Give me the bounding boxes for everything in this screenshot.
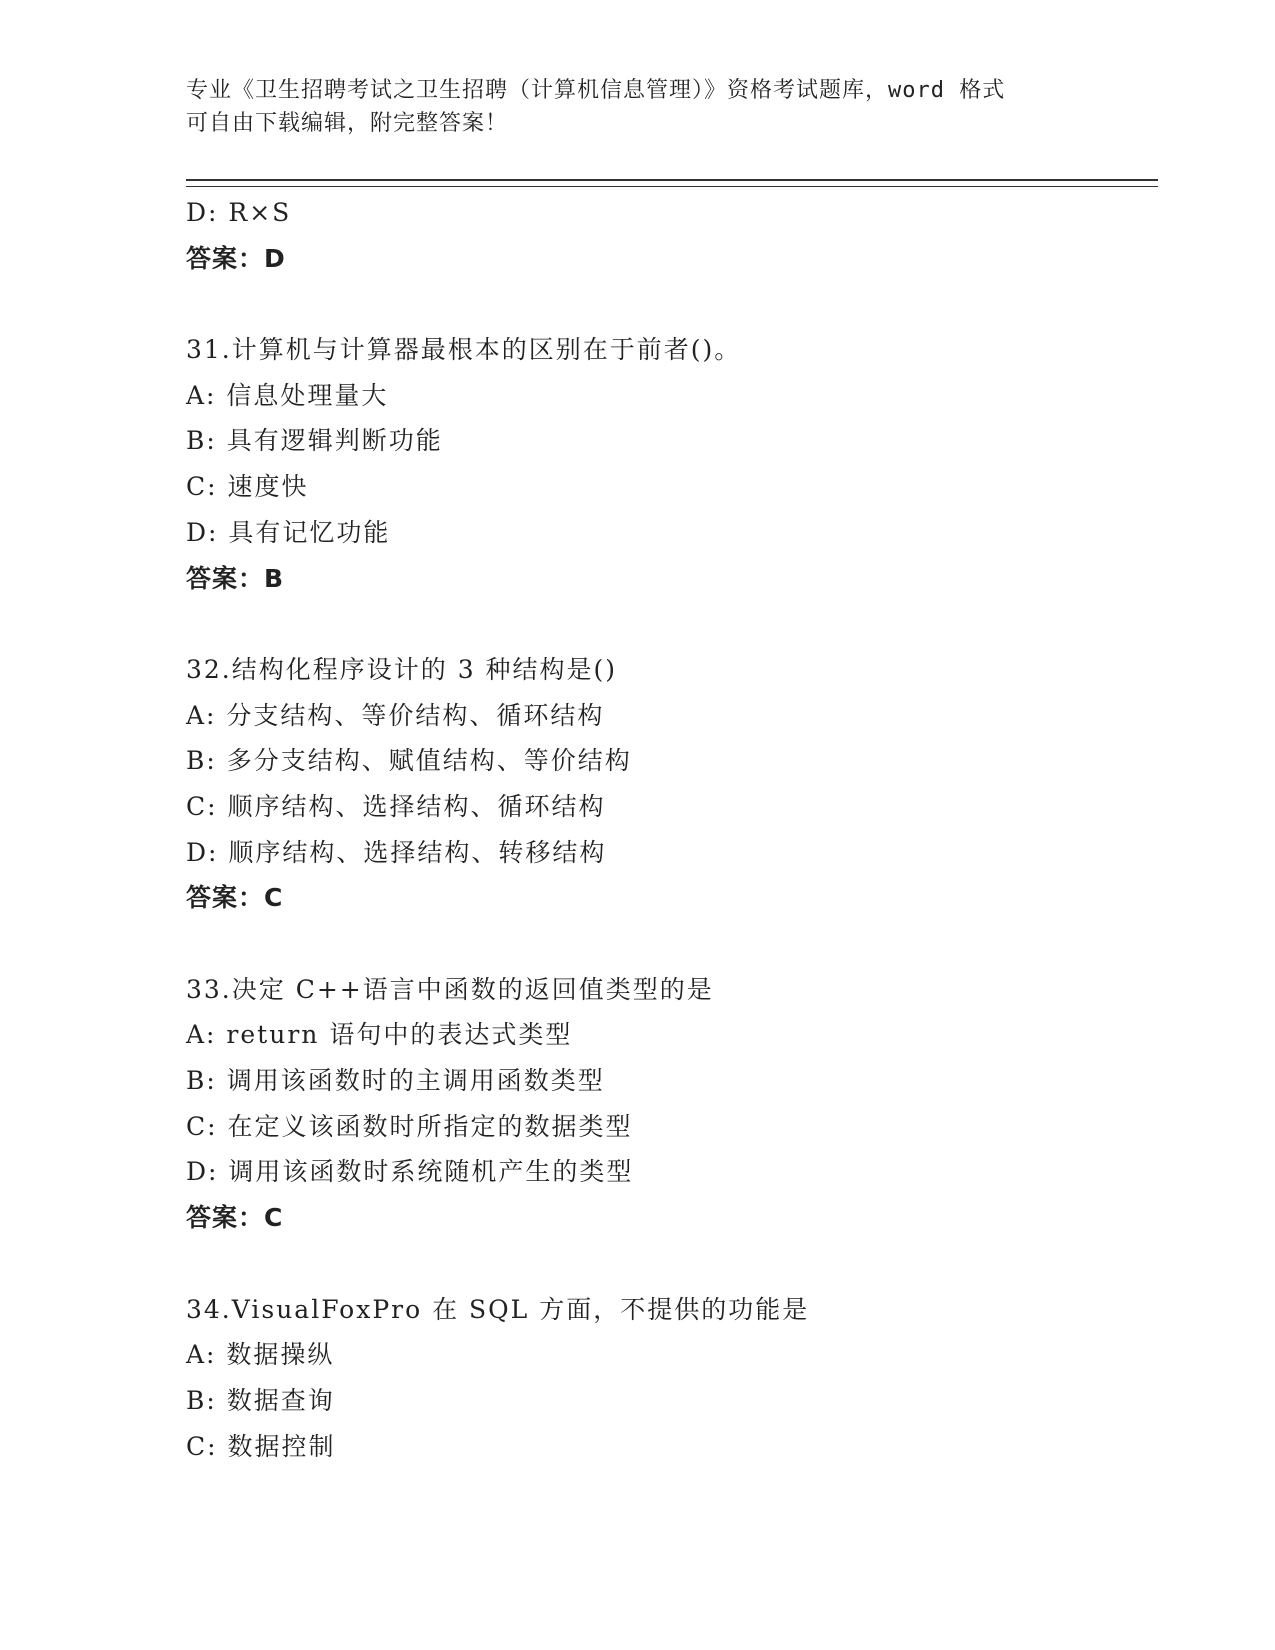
option-d: D: 顺序结构、选择结构、转移结构 [186,837,607,867]
option-c: C: 顺序结构、选择结构、循环结构 [186,791,606,821]
option-d: D: 具有记忆功能 [186,517,391,547]
answer: 答案：C [186,883,284,913]
option-b: B: 具有逻辑判断功能 [186,426,443,456]
spacer [186,1241,1146,1287]
option-c: C: 在定义该函数时所指定的数据类型 [186,1111,633,1141]
answer: 答案：C [186,1203,284,1233]
answer: 答案：B [186,563,285,593]
option-b: B: 调用该函数时的主调用函数类型 [186,1066,605,1096]
question-stem: 32.结构化程序设计的 3 种结构是() [186,654,618,684]
question-stem: 34.VisualFoxPro 在 SQL 方面，不提供的功能是 [186,1294,810,1324]
option-d: D: 调用该函数时系统随机产生的类型 [186,1157,634,1187]
spacer [186,281,1146,327]
option-b: B: 数据查询 [186,1385,335,1415]
spacer [186,921,1146,967]
header-divider [186,179,1158,187]
document-header [186,74,1086,140]
option-c: C: 速度快 [186,472,309,502]
question-34 [186,1287,1146,1470]
option-a: A: return 语句中的表达式类型 [186,1020,573,1050]
option-b: B: 多分支结构、赋值结构、等价结构 [186,746,632,776]
question-31 [186,327,1146,601]
question-stem: 33.决定 C++语言中函数的返回值类型的是 [186,974,714,1004]
spacer [186,601,1146,647]
option-a: A: 分支结构、等价结构、循环结构 [186,700,605,730]
option-c: C: 数据控制 [186,1431,336,1461]
option-a: A: 信息处理量大 [186,380,389,410]
header-line-1: 专业《卫生招聘考试之卫生招聘（计算机信息管理）》资格考试题库，word 格式 [186,78,1006,103]
question-stem: 31.计算机与计算器最根本的区别在于前者()。 [186,335,742,365]
question-32 [186,647,1146,921]
question-list [186,190,1146,1469]
prev-option-d: D: R×S [186,198,292,227]
prev-answer: 答案：D [186,243,286,273]
header-line-2: 可自由下载编辑，附完整答案！ [186,111,509,136]
option-a: A: 数据操纵 [186,1340,335,1370]
question-33 [186,967,1146,1241]
